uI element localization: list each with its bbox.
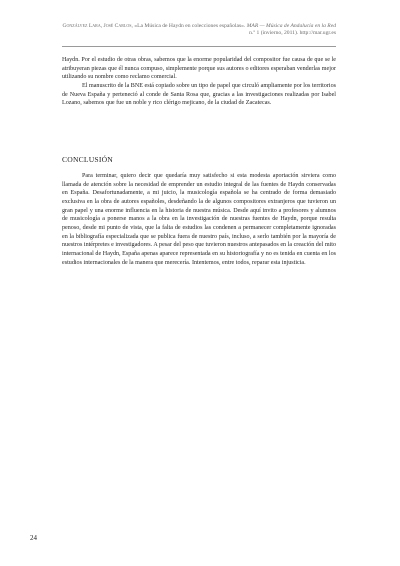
page-number: 24 bbox=[30, 534, 37, 542]
header-divider bbox=[62, 46, 336, 47]
paragraph-manuscript: El manuscrito de la BNE está copiado sobre un tipo de papel que circuló ampliamente por los territorios de Nueva España y perteneció al conde de Santa Rosa que, gracias a las investigaciones realizadas por Isabel Lozano, sabemos que fue un noble y rico clérigo mejicano, de la ciudad de Zacatecas. bbox=[62, 82, 336, 107]
header-journal: MAR — Música de Andalucía en la Red bbox=[246, 23, 336, 29]
section-heading-conclusion: CONCLUSIÓN bbox=[62, 155, 113, 164]
header-article-title: «La Música de Haydn en colecciones españolas». bbox=[132, 23, 246, 29]
conclusion-text-block bbox=[62, 172, 336, 267]
running-header bbox=[62, 23, 336, 38]
header-issue: n.º 1 (invierno, 2011). http://mar.ugr.es bbox=[249, 30, 336, 37]
paragraph-conclusion: Para terminar, quiero decir que quedaría muy satisfecho si esta modesta aportación sirviera como llamada de atención sobre la necesidad de emprender un estudio integral de las fuentes de Haydn conservadas en España. Desafortunadamente, a mi juicio, la musicología española se ha centrado de forma demasiado exclusiva en la obra de autores españoles, desdeñando la de algunos compositores extranjeros que tuvieron un gran papel y una enorme influencia en la historia de nuestra música. Desde aquí invito a profesores y alumnos de musicología a ponerse manos a la obra en la investigación de nuestras fuentes de Haydn, porque resulta penoso, desde mi punto de vista, que la falta de estudios las condenen a permanecer completamente ignoradas en la bibliografía especializada que se publica fuera de nuestro país, incluso, a serlo también por la mayoría de nuestros intérpretes e investigadores. A pesar del peso que tuvieron nuestros antepasados en la creación del mito internacional de Haydn, España apenas aparece representada en su historiografía y no es tenida en cuenta en los estudios internacionales de la manera que merecería. Intentemos, entre todos, reparar esta injusticia. bbox=[62, 173, 336, 266]
intro-text-block bbox=[62, 56, 336, 108]
header-author: Gonzálvez Lara, José Carlos, bbox=[62, 23, 133, 29]
paragraph-continuation: Haydn. Por el estudio de otras obras, sabemos que la enorme popularidad del compositor fue causa de que se le atribuyeran piezas que él nunca compuso, simplemente porque sus autores o editores esperaban venderlas mejor utilizando su nombre como reclamo comercial. bbox=[62, 57, 336, 81]
